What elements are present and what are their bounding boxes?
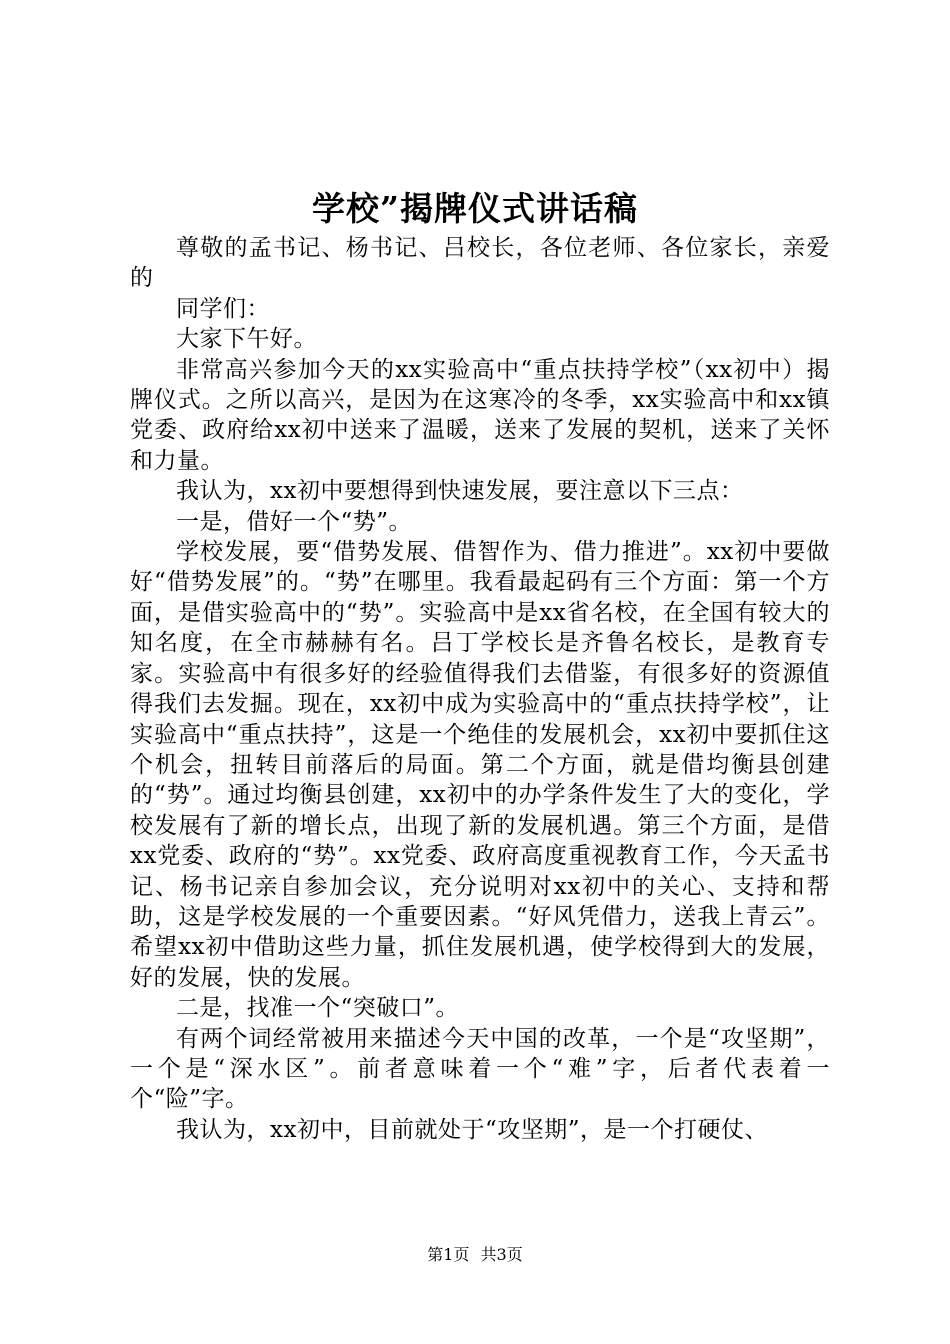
page-number: 第1页 (427, 1245, 470, 1264)
point-one-heading: 一是，借好一个“势”。 (176, 508, 413, 535)
document-title: 学校”揭牌仪式讲话稿 (312, 189, 638, 228)
salutation-continued: 同学们： (176, 295, 270, 322)
salutation-paragraph: 尊敬的孟书记、杨书记、吕校长，各位老师、各位家长，亲爱的 (130, 235, 830, 292)
page-footer (0, 1244, 950, 1266)
document-body (130, 233, 830, 1145)
reform-paragraph: 有两个词经常被用来描述今天中国的改革，一个是“攻坚期”，一个是“深水区”。前者意味着一个“难”字，后者代表着一个“险”字。 (130, 1025, 830, 1113)
closing-paragraph: 我认为，xx初中，目前就处于“攻坚期”，是一个打硬仗、 (176, 1116, 768, 1143)
point-one-paragraph: 学校发展，要“借势发展、借智作为、借力推进”。xx初中要做好“借势发展”的。“势”在哪里。我看最起码有三个方面：第一个方面，是借实验高中的“势”。实验高中是xx省名校，在全国有较大的知名度，在全市赫赫有名。吕丁学校长是齐鲁名校长，是教育专家。实验高中有很多好的经验值得我们去借鉴，有很多好的资源值得我们去发掘。现在，xx初中成为实验高中的“重点扶持学校”，让实验高中“重点扶持”，这是一个绝佳的发展机会，xx初中要抓住这个机会，扭转目前落后的局面。第二个方面，就是借均衡县创建的“势”。通过均衡县创建，xx初中的办学条件发生了大的变化，学校发展有了新的增长点，出现了新的发展机遇。第三个方面，是借xx党委、政府的“势”。xx党委、政府高度重视教育工作，今天孟书记、杨书记亲自参加会议，充分说明对xx初中的关心、支持和帮助，这是学校发展的一个重要因素。“好风凭借力，送我上青云”。希望xx初中借助这些力量，抓住发展机遇，使学校得到大的发展，好的发展，快的发展。 (130, 539, 830, 991)
page-total: 共3页 (480, 1245, 523, 1264)
greeting-paragraph: 大家下午好。 (176, 326, 317, 353)
intro-paragraph: 非常高兴参加今天的xx实验高中“重点扶持学校”（xx初中）揭牌仪式。之所以高兴，是因为在这寒冷的冬季，xx实验高中和xx镇党委、政府给xx初中送来了温暖，送来了发展的契机，送来了关怀和力量。 (130, 356, 830, 474)
point-two-heading: 二是，找准一个“突破口”。 (176, 995, 460, 1022)
three-points-paragraph: 我认为，xx初中要想得到快速发展，要注意以下三点： (176, 478, 744, 505)
